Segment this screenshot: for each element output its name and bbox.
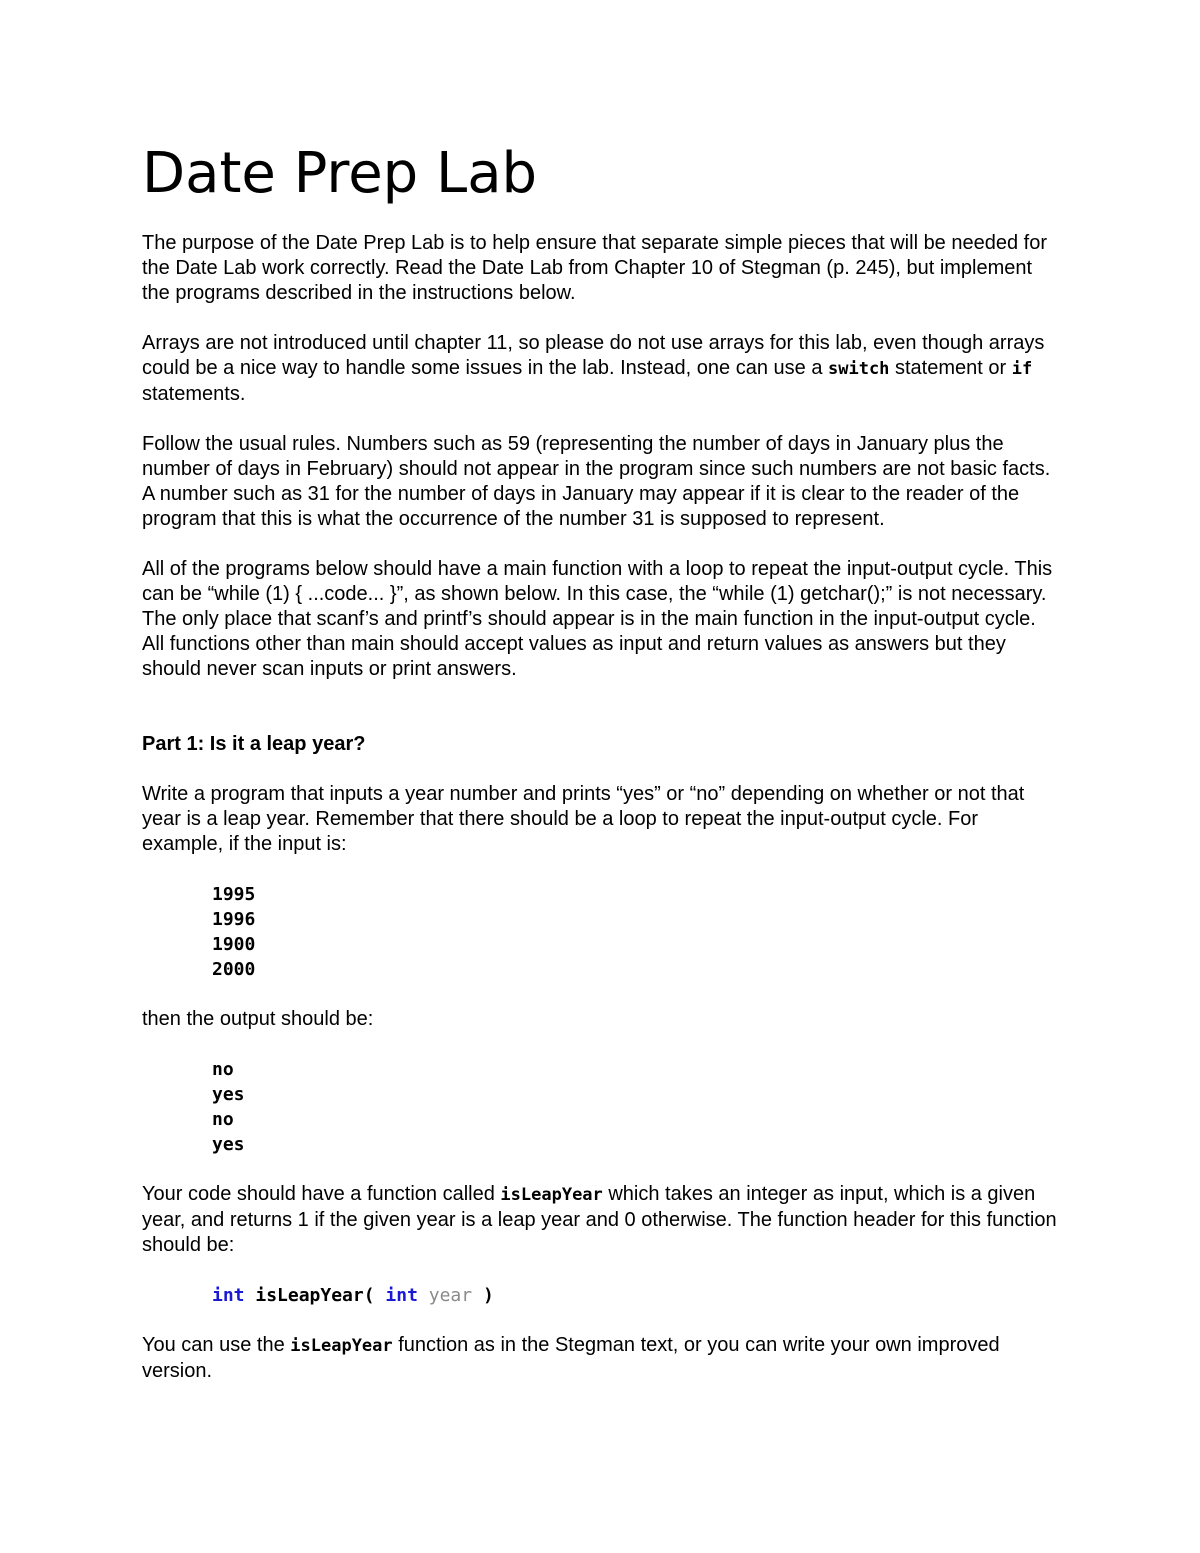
arrays-text-2: statement or xyxy=(889,357,1012,379)
header-parameter: year xyxy=(417,1285,473,1306)
part1-heading: Part 1: Is it a leap year? xyxy=(142,733,366,755)
int-keyword: int xyxy=(212,1285,245,1306)
function-paragraph xyxy=(142,1182,1060,1258)
example-input-line: 1995 xyxy=(212,884,256,905)
usage-text-1: You can use the xyxy=(142,1334,291,1356)
usage-paragraph xyxy=(142,1333,1060,1384)
function-text-2: which takes an integer as input, which is a given year, and returns 1 if the given year is a leap year and 0 otherwise. The function header for this function should be: xyxy=(142,1183,1057,1256)
example-output-line: yes xyxy=(212,1134,245,1155)
if-keyword: if xyxy=(1011,359,1033,379)
usage-function-code: isLeapYear xyxy=(290,1336,393,1356)
output-intro: then the output should be: xyxy=(142,1008,374,1030)
function-text-1: Your code should have a function called xyxy=(142,1183,501,1205)
example-input-line: 1900 xyxy=(212,934,256,955)
rules-paragraph: Follow the usual rules. Numbers such as 59 (representing the number of days in January plus the number of days in February) should not appear in the program since such numbers are not basic facts. A number such as 31 for the number of days in January may appear if it is clear to the reader of the program that this is what the occurrence of the number 31 is supposed to represent. xyxy=(142,433,1051,530)
usage-text-2: function as in the Stegman text, or you can write your own improved version. xyxy=(142,1334,1000,1382)
example-output-line: yes xyxy=(212,1084,245,1105)
switch-keyword: switch xyxy=(828,359,890,379)
header-function-name: isLeapYear( xyxy=(244,1285,386,1306)
header-close-paren: ) xyxy=(472,1285,494,1306)
part1-description: Write a program that inputs a year number and prints “yes” or “no” depending on whether or not that year is a leap year. Remember that there should be a loop to repeat the input-output cycle. For example, if the input is: xyxy=(142,783,1025,855)
example-output-line: no xyxy=(212,1059,234,1080)
int-keyword: int xyxy=(385,1285,418,1306)
example-input-line: 1996 xyxy=(212,909,256,930)
main-loop-paragraph: All of the programs below should have a main function with a loop to repeat the input-output cycle. This can be “while (1) { ...code... }”, as shown below. In this case, the “while (1) getchar();” is not necessary. The only place that scanf’s and printf’s should appear is in the main function in the input-output cycle. All functions other than main should accept values as input and return values as answers but they should never scan inputs or print answers. xyxy=(142,558,1053,680)
intro-paragraph: The purpose of the Date Prep Lab is to help ensure that separate simple pieces that will be needed for the Date Lab work correctly. Read the Date Lab from Chapter 10 of Stegman (p. 245), but implement the programs described in the instructions below. xyxy=(142,232,1047,304)
example-output-block xyxy=(212,1057,1060,1157)
example-input-block xyxy=(212,882,1060,982)
arrays-paragraph xyxy=(142,331,1060,407)
function-name-code: isLeapYear xyxy=(500,1185,603,1205)
example-output-line: no xyxy=(212,1109,234,1130)
function-header-code xyxy=(212,1283,1060,1308)
example-input-line: 2000 xyxy=(212,959,256,980)
arrays-text-3: statements. xyxy=(142,383,246,405)
arrays-text-1: Arrays are not introduced until chapter 11, so please do not use arrays for this lab, even though arrays could be a nice way to handle some issues in the lab. Instead, one can use a xyxy=(142,332,1045,379)
document-title: Date Prep Lab xyxy=(142,141,538,206)
